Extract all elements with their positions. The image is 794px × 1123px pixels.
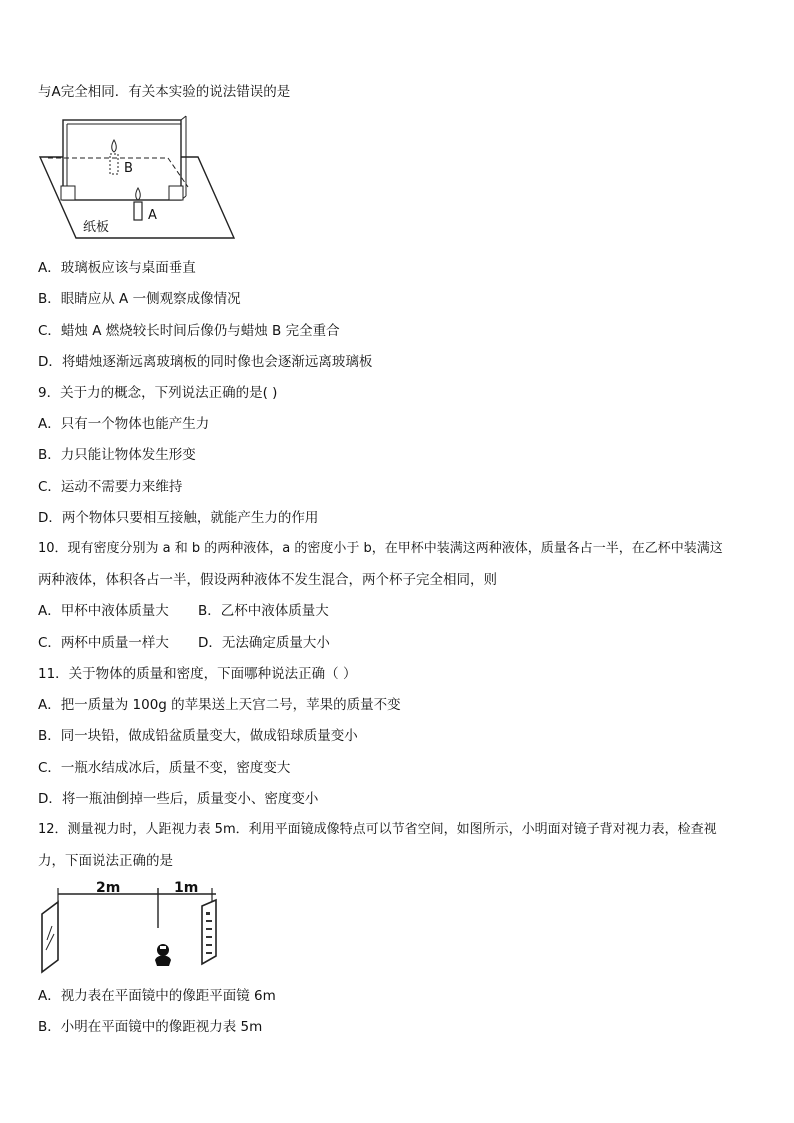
eye-chart-figure bbox=[36, 880, 226, 975]
q8-option-d: D．将蜡烛逐渐远离玻璃板的同时像也会逐渐远离玻璃板 bbox=[38, 354, 373, 370]
label-2m: 2m bbox=[96, 880, 121, 896]
label-board: 纸板 bbox=[83, 220, 110, 235]
q8-option-c: C．蜡烛 A 燃烧较长时间后像仍与蜡烛 B 完全重合 bbox=[38, 323, 340, 339]
q9-option-a: A．只有一个物体也能产生力 bbox=[38, 416, 210, 432]
eye-chart bbox=[202, 900, 216, 964]
intro-text: 与A完全相同．有关本实验的说法错误的是 bbox=[38, 84, 291, 100]
person-icon bbox=[155, 944, 171, 966]
q10-options-row1 bbox=[38, 601, 329, 621]
q8-option-b: B．眼睛应从 A 一侧观察成像情况 bbox=[38, 291, 241, 307]
q9-option-c: C．运动不需要力来维持 bbox=[38, 479, 183, 495]
q10-option-d: D．无法确定质量大小 bbox=[198, 635, 330, 651]
q10-stem-line2: 两种液体，体积各占一半，假设两种液体不发生混合，两个杯子完全相同，则 bbox=[38, 572, 497, 588]
q10-option-b: B．乙杯中液体质量大 bbox=[198, 603, 329, 619]
q12-option-a: A．视力表在平面镜中的像距平面镜 6m bbox=[38, 988, 276, 1004]
mirror-stand-left bbox=[61, 186, 75, 200]
q10-option-c: C．两杯中质量一样大 bbox=[38, 635, 169, 651]
candle-a bbox=[134, 202, 142, 220]
q12-option-b: B．小明在平面镜中的像距视力表 5m bbox=[38, 1019, 263, 1035]
q9-stem: 9．关于力的概念，下列说法正确的是( ) bbox=[38, 385, 278, 401]
q12-stem-line2: 力，下面说法正确的是 bbox=[38, 853, 173, 869]
q11-option-a: A．把一质量为 100g 的苹果送上天宫二号，苹果的质量不变 bbox=[38, 697, 401, 713]
q11-stem: 11．关于物体的质量和密度，下面哪种说法正确（ ） bbox=[38, 666, 357, 682]
label-b: B bbox=[124, 161, 133, 176]
label-1m: 1m bbox=[174, 880, 199, 896]
q8-option-a: A．玻璃板应该与桌面垂直 bbox=[38, 260, 196, 276]
q10-options-row2 bbox=[38, 633, 330, 653]
plane-mirror bbox=[42, 902, 58, 972]
glass-plate bbox=[63, 120, 181, 200]
label-a: A bbox=[148, 208, 157, 223]
q9-option-d: D．两个物体只要相互接触，就能产生力的作用 bbox=[38, 510, 319, 526]
q11-option-c: C．一瓶水结成冰后，质量不变，密度变大 bbox=[38, 760, 291, 776]
q10-option-a: A．甲杯中液体质量大 bbox=[38, 603, 169, 619]
mirror-experiment-figure bbox=[38, 112, 238, 247]
mirror-stand-right bbox=[169, 186, 183, 200]
q11-option-d: D．将一瓶油倒掉一些后，质量变小、密度变小 bbox=[38, 791, 319, 807]
q11-option-b: B．同一块铅，做成铅盆质量变大，做成铅球质量变小 bbox=[38, 728, 358, 744]
q10-stem-line1: 10．现有密度分别为 a 和 b 的两种液体，a 的密度小于 b，在甲杯中装满这两种液体，质量各占一半，在乙杯中装满这 bbox=[38, 541, 723, 556]
q9-option-b: B．力只能让物体发生形变 bbox=[38, 447, 196, 463]
q12-stem-line1: 12．测量视力时，人距视力表 5m．利用平面镜成像特点可以节省空间，如图所示，小明面对镜子背对视力表，检查视 bbox=[38, 822, 717, 837]
